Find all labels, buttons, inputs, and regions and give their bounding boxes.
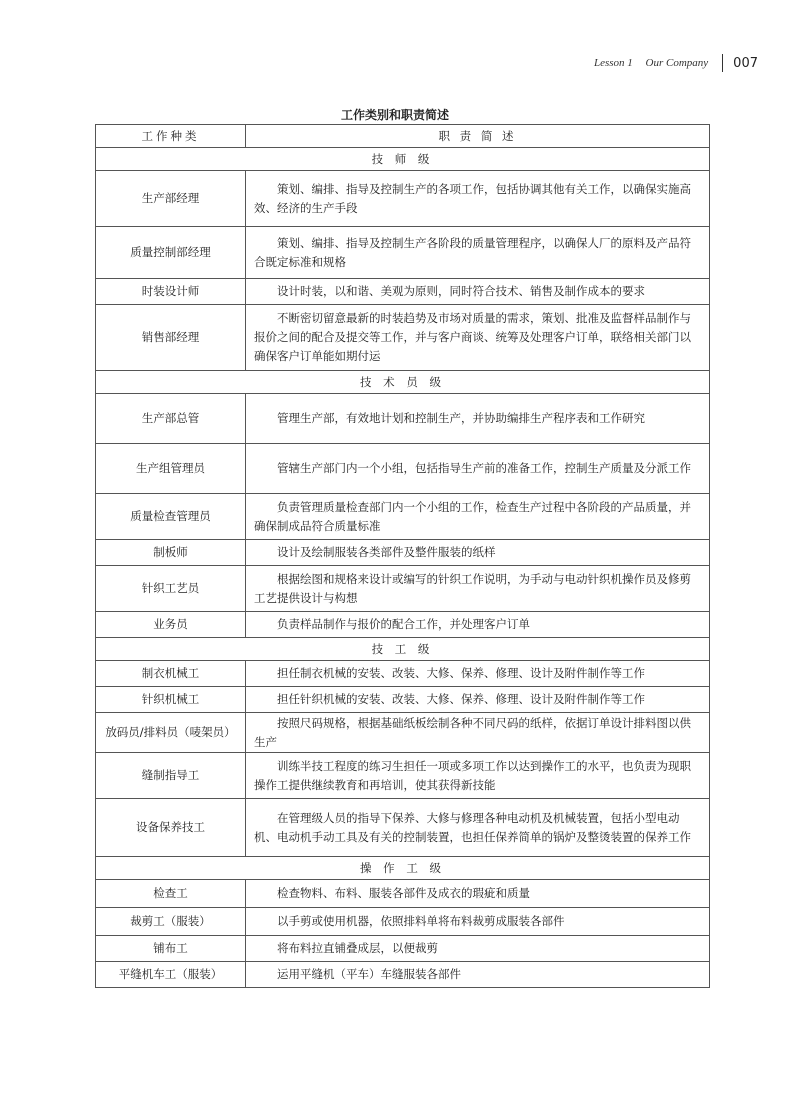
- table-row: [96, 908, 710, 936]
- job-title-cell: 缝制指导工: [96, 753, 246, 799]
- table-row: [96, 753, 710, 799]
- job-title-cell: 平缝机车工（服装）: [96, 962, 246, 988]
- job-title-cell: 检查工: [96, 880, 246, 908]
- job-duty-cell: 管辖生产部门内一个小组，包括指导生产前的准备工作，控制生产质量及分派工作: [246, 444, 710, 494]
- job-title-cell: 铺布工: [96, 936, 246, 962]
- job-title-cell: 制板师: [96, 540, 246, 566]
- table-row: [96, 394, 710, 444]
- job-duty-cell: 管理生产部，有效地计划和控制生产，并协助编排生产程序表和工作研究: [246, 394, 710, 444]
- column-header-duty: 职 责 简 述: [246, 125, 710, 148]
- job-title-cell: 制衣机械工: [96, 661, 246, 687]
- table-row: [96, 540, 710, 566]
- job-title-cell: 生产组管理员: [96, 444, 246, 494]
- category-label: 技 术 员 级: [96, 371, 710, 394]
- table-row: [96, 962, 710, 988]
- job-duty-cell: 担任针织机械的安装、改装、大修、保养、修理、设计及附件制作等工作: [246, 687, 710, 713]
- lesson-label: Lesson 1: [593, 57, 633, 69]
- category-row: [96, 857, 710, 880]
- table-caption: 工作类别和职责简述: [340, 108, 449, 122]
- table-row: [96, 687, 710, 713]
- page-number: 007: [733, 55, 758, 71]
- job-duty-cell: 在管理级人员的指导下保养、大修与修理各种电动机及机械装置，包括小型电动机、电动机手动工具及有关的控制装置，也担任保养简单的锅炉及整烫装置的保养工作: [246, 799, 710, 857]
- job-duty-cell: 策划、编排、指导及控制生产各阶段的质量管理程序，以确保人厂的原料及产品符合既定标准和规格: [246, 227, 710, 279]
- job-title-cell: 质量控制部经理: [96, 227, 246, 279]
- job-duty-cell: 负责样品制作与报价的配合工作，并处理客户订单: [246, 612, 710, 638]
- table-row: [96, 880, 710, 908]
- header-divider: [722, 54, 723, 72]
- table-row: [96, 566, 710, 612]
- job-duty-cell: 不断密切留意最新的时装趋势及市场对质量的需求，策划、批准及监督样品制作与报价之间的配合及提交等工作，并与客户商谈、统筹及处理客户订单，联络相关部门以确保客户订单能如期付运: [246, 305, 710, 371]
- job-title-cell: 质量检查管理员: [96, 494, 246, 540]
- job-duty-cell: 将布料拉直铺叠成层，以便裁剪: [246, 936, 710, 962]
- job-duty-cell: 负责管理质量检查部门内一个小组的工作，检查生产过程中各阶段的产品质量，并确保制成品符合质量标准: [246, 494, 710, 540]
- job-duty-cell: 设计时装，以和谐、美观为原则，同时符合技术、销售及制作成本的要求: [246, 279, 710, 305]
- job-duty-cell: 担任制衣机械的安装、改装、大修、保养、修理、设计及附件制作等工作: [246, 661, 710, 687]
- table-row: [96, 279, 710, 305]
- job-duty-table: [95, 124, 710, 988]
- column-header-job: 工作种类: [96, 125, 246, 148]
- job-duty-cell: 检查物料、布料、服装各部件及成衣的瑕疵和质量: [246, 880, 710, 908]
- job-title-cell: 生产部总管: [96, 394, 246, 444]
- table-row: [96, 713, 710, 753]
- page-header: [584, 52, 758, 74]
- job-title-cell: 针织机械工: [96, 687, 246, 713]
- table-body: [96, 148, 710, 988]
- job-title-cell: 放码员/排料员（唛架员）: [96, 713, 246, 753]
- running-head: [584, 57, 708, 69]
- job-duty-cell: 根据绘图和规格来设计或编写的针织工作说明，为手动与电动针织机操作员及修剪工艺提供设计与构想: [246, 566, 710, 612]
- job-title-cell: 设备保养技工: [96, 799, 246, 857]
- job-duty-cell: 运用平缝机（平车）车缝服装各部件: [246, 962, 710, 988]
- job-duty-cell: 以手剪或使用机器，依照排料单将布料裁剪成服装各部件: [246, 908, 710, 936]
- table-row: [96, 171, 710, 227]
- table-row: [96, 494, 710, 540]
- category-row: [96, 371, 710, 394]
- job-duty-cell: 训练半技工程度的练习生担任一项或多项工作以达到操作工的水平，也负责为现职操作工提供继续教育和再培训，使其获得新技能: [246, 753, 710, 799]
- table-row: [96, 799, 710, 857]
- job-title-cell: 销售部经理: [96, 305, 246, 371]
- table-row: [96, 661, 710, 687]
- table-row: [96, 936, 710, 962]
- unit-title: Our Company: [645, 57, 709, 69]
- job-title-cell: 裁剪工（服装）: [96, 908, 246, 936]
- job-title-cell: 生产部经理: [96, 171, 246, 227]
- table-row: [96, 444, 710, 494]
- job-title-cell: 业务员: [96, 612, 246, 638]
- table-row: [96, 305, 710, 371]
- table-header-row: [96, 125, 710, 148]
- category-label: 技 师 级: [96, 148, 710, 171]
- table-row: [96, 227, 710, 279]
- job-duty-cell: 按照尺码规格，根据基础纸板绘制各种不同尺码的纸样，依据订单设计排料图以供生产: [246, 713, 710, 753]
- job-duty-cell: 策划、编排、指导及控制生产的各项工作，包括协调其他有关工作，以确保实施高效、经济的生产手段: [246, 171, 710, 227]
- job-title-cell: 时装设计师: [96, 279, 246, 305]
- table-row: [96, 612, 710, 638]
- category-label: 操 作 工 级: [96, 857, 710, 880]
- category-label: 技 工 级: [96, 638, 710, 661]
- category-row: [96, 148, 710, 171]
- job-title-cell: 针织工艺员: [96, 566, 246, 612]
- job-duty-cell: 设计及绘制服装各类部件及整件服装的纸样: [246, 540, 710, 566]
- category-row: [96, 638, 710, 661]
